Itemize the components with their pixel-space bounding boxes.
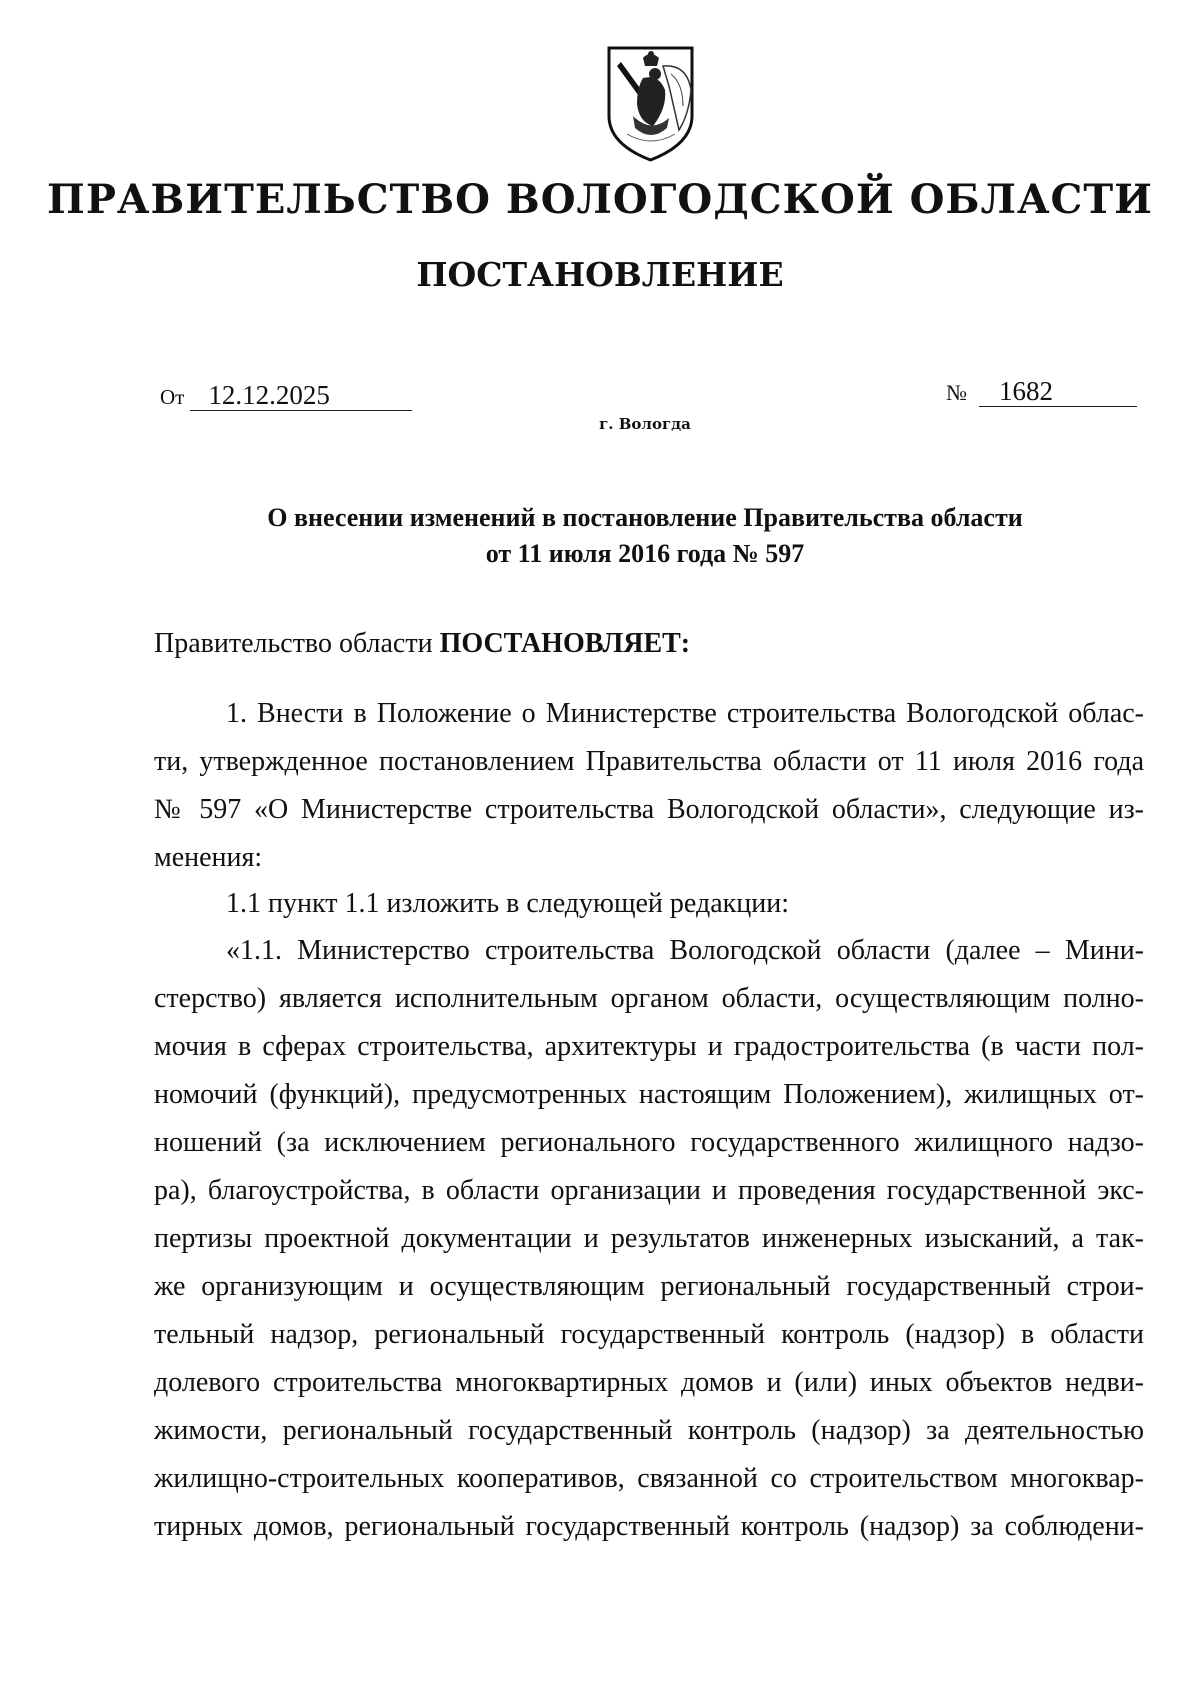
text-line: жилищно-строительных кооперативов, связанной со строительством многоквар- [154, 1463, 1144, 1494]
text-line: менения: [154, 842, 263, 873]
text-line: 1.1 пункт 1.1 изложить в следующей редакции: [226, 888, 789, 919]
date-label: От [160, 385, 185, 409]
decree-verb: ПОСТАНОВЛЯЕТ: [439, 628, 691, 659]
text-line: номочий (функций), предусмотренных настоящим Положением), жилищных от- [154, 1079, 1144, 1110]
paragraph-1 [154, 690, 1144, 882]
document-subject [160, 500, 1130, 572]
text-line: пертизы проектной документации и результатов инженерных изысканий, а так- [154, 1223, 1144, 1254]
text-line: мочия в сферах строительства, архитектуры и градостроительства (в части пол- [154, 1031, 1144, 1062]
text-line: ношений (за исключением регионального государственного жилищного надзо- [154, 1127, 1144, 1158]
subject-line: от 11 июля 2016 года № 597 [485, 539, 805, 568]
text-line: 1. Внести в Положение о Министерстве строительства Вологодской облас- [226, 698, 1144, 729]
number-field [946, 376, 1137, 407]
government-title: ПРАВИТЕЛЬСТВО ВОЛОГОДСКОЙ ОБЛАСТИ [47, 176, 1153, 223]
paragraph-1-1-text [154, 927, 1144, 1551]
decree-statement [154, 628, 690, 660]
date-value: 12.12.2025 [190, 380, 412, 411]
decree-intro: Правительство области [154, 628, 433, 659]
number-value: 1682 [979, 376, 1137, 407]
subject-line: О внесении изменений в постановление Правительства области [267, 503, 1023, 532]
text-line: тельный надзор, региональный государственный контроль (надзор) в области [154, 1319, 1144, 1350]
text-line: ра), благоустройства, в области организации и проведения государственной экс- [154, 1175, 1144, 1206]
text-line: жимости, региональный государственный контроль (надзор) за деятельностью [154, 1415, 1144, 1446]
text-line: долевого строительства многоквартирных домов и (или) иных объектов недви- [154, 1367, 1144, 1398]
text-line: же организующим и осуществляющим региональный государственный строи- [154, 1271, 1144, 1302]
text-line: № 597 «О Министерстве строительства Вологодской области», следующие из- [154, 794, 1144, 825]
number-label: № [946, 380, 967, 405]
text-line: ти, утвержденное постановлением Правительства области от 11 июля 2016 года [154, 746, 1144, 777]
text-line: «1.1. Министерство строительства Вологодской области (далее – Мини- [226, 935, 1144, 966]
document-type: ПОСТАНОВЛЕНИЕ [416, 255, 784, 294]
text-line: стерство) является исполнительным органом области, осуществляющим полно- [154, 983, 1144, 1014]
city-name: г. Вологда [599, 415, 691, 433]
paragraph-1-1 [154, 880, 1144, 928]
coat-of-arms-icon [603, 44, 698, 162]
text-line: тирных домов, региональный государственный контроль (надзор) за соблюдени- [154, 1511, 1144, 1542]
date-field [160, 380, 412, 411]
